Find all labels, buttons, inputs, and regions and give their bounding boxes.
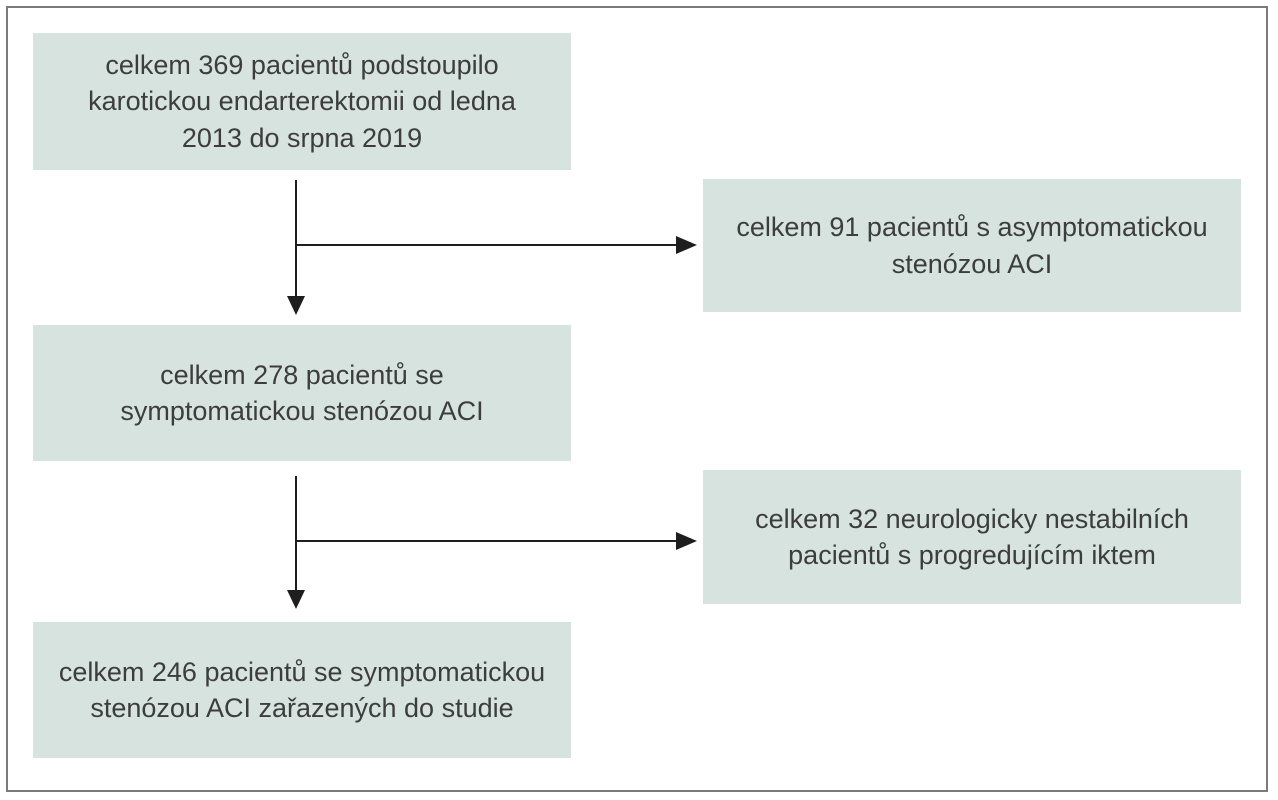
box-total-patients [33, 33, 571, 170]
box-unstable-text: celkem 32 neurologicky nestabilních pacientů s progredujícím iktem [755, 503, 1189, 570]
box-unstable-excluded [703, 470, 1241, 604]
box-total-patients-text: celkem 369 pacientů podstoupilo karotickou endarterektomii od ledna 2013 do srpna 2019 [88, 49, 516, 153]
box-included-text: celkem 246 pacientů se symptomatickou stenózou ACI zařazených do studie [58, 656, 546, 723]
box-symptomatic-patients [33, 325, 571, 461]
box-asymptomatic-text: celkem 91 pacientů s asymptomatickou stenózou ACI [736, 212, 1208, 279]
box-symptomatic-text: celkem 278 pacientů se symptomatickou stenózou ACI [120, 359, 484, 426]
box-asymptomatic-excluded [703, 179, 1241, 312]
box-included-patients [33, 622, 571, 758]
